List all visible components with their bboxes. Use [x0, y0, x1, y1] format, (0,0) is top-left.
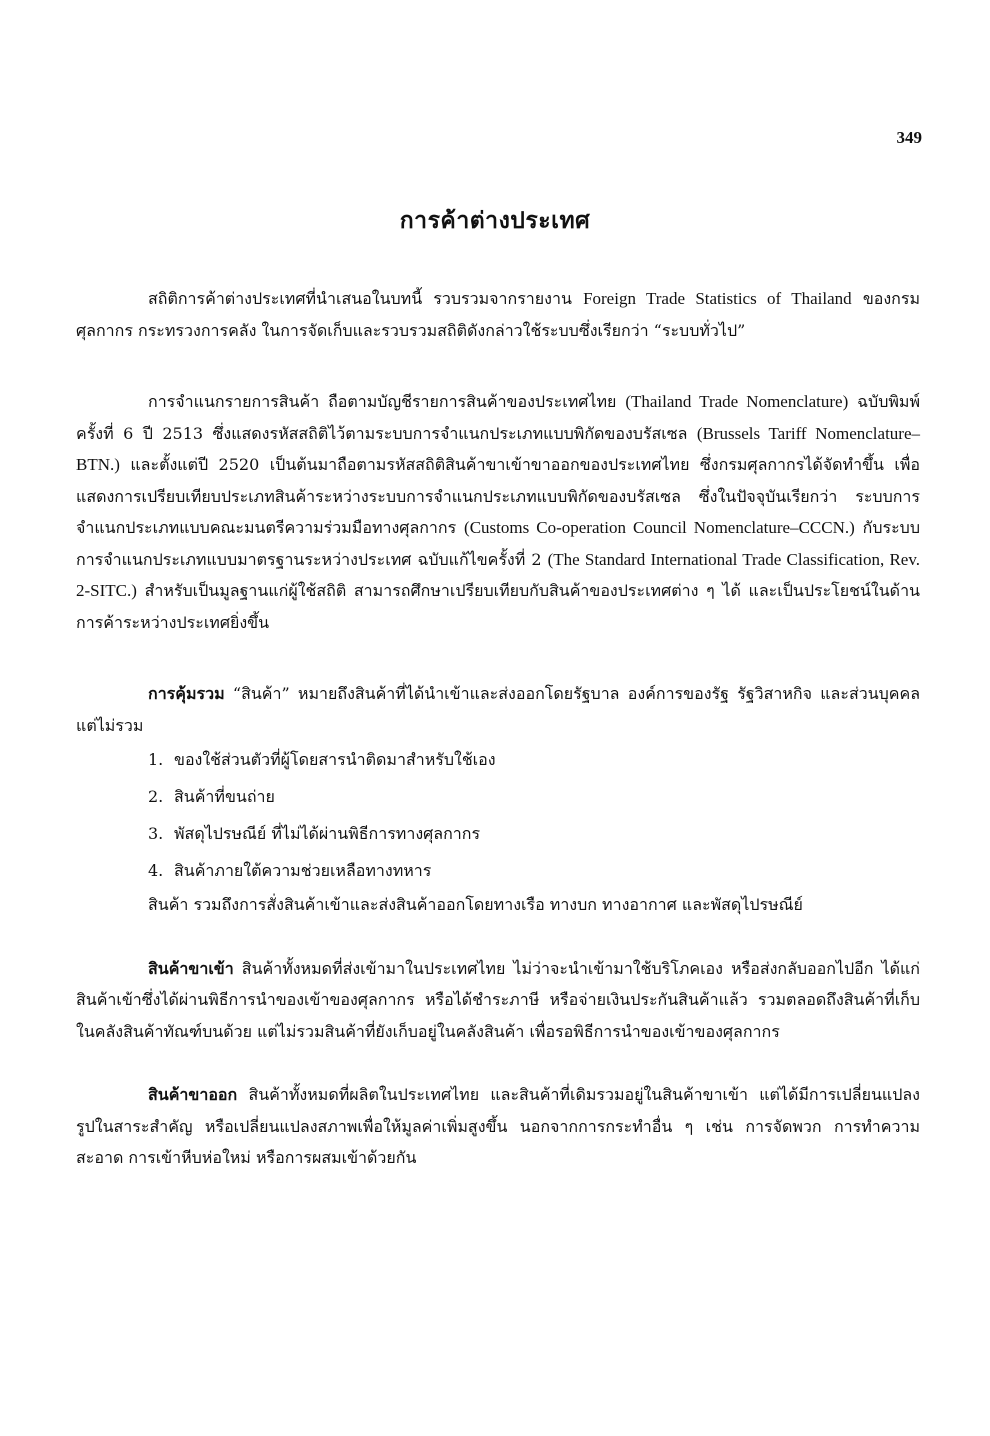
classification-en-4: (The Standard International Trade Classification, Rev. 2-SITC.) [76, 549, 920, 600]
list-item-number: 2. [148, 787, 164, 806]
imports-text: สินค้าทั้งหมดที่ส่งเข้ามาในประเทศไทย ไม่ว่าจะนำเข้ามาใช้บริโภคเอง หรือส่งกลับออกไปอีก ได้แก่สินค้าเข้าซึ่งได้ผ่านพิธีการนำของเข้าของศุลกากร หรือได้ชำระภาษี หรือจ่ายเงินประกันสินค้าแล้ว รวมตลอดถึงสินค้าที่เก็บในคลังสินค้าทัณฑ์บนด้วย แต่ไม่รวมสินค้าที่ยังเก็บอยู่ในคลังสินค้า เพื่อรอพิธีการนำของเข้าของศุลกากร [76, 958, 920, 1041]
list-item-number: 3. [148, 824, 164, 843]
coverage-heading: การคุ้มรวม [148, 684, 225, 703]
exports-heading: สินค้าขาออก [148, 1085, 238, 1104]
list-item-text: พัสดุไปรษณีย์ ที่ไม่ได้ผ่านพิธีการทางศุลกากร [174, 824, 481, 843]
classification-text-3: และตั้งแต่ปี 2520 เป็นต้นมาถือตามรหัสสถิติสินค้าขาเข้าขาออกของประเทศไทย ซึ่งกรมศุลกากรได้จัดทำขึ้น เพื่อแสดงการเปรียบเทียบประเภทสินค้าระหว่างระบบการจำแนกประเภทแบบพิกัดของบรัสเซล ซึ่งในปัจจุบันเรียกว่า ระบบการจำแนกประเภทแบบคณะมนตรีความร่วมมือทางศุลกากร [76, 455, 920, 537]
imports-paragraph [76, 953, 920, 1048]
exports-text: สินค้าทั้งหมดที่ผลิตในประเทศไทย และสินค้าที่เดิมรวมอยู่ในสินค้าขาเข้า แต่ได้มีการเปลี่ยนแปลงรูปในสาระสำคัญ หรือเปลี่ยนแปลงสภาพเพื่อให้มูลค่าเพิ่มสูงขึ้น นอกจากการกระทำอื่น ๆ เช่น การจัดพวก การทำความสะอาด การเข้าหีบห่อใหม่ หรือการผสมเข้าด้วยกัน [76, 1085, 920, 1167]
page-body [76, 283, 920, 1174]
list-item [76, 778, 920, 815]
page-number: 349 [896, 128, 922, 147]
coverage-exclusion-list [76, 741, 920, 889]
intro-source-title: Foreign Trade Statistics of Thailand [583, 289, 852, 308]
list-item-text: สินค้าที่ขนถ่าย [174, 787, 275, 806]
classification-text-5: สำหรับเป็นมูลฐานแก่ผู้ใช้สถิติ สามารถศึกษาเปรียบเทียบกับสินค้าของประเทศต่าง ๆ ได้ และเป็นประโยชน์ในด้านการค้าระหว่างประเทศยิ่งขึ้น [76, 581, 920, 632]
classification-text-1: การจำแนกรายการสินค้า ถือตามบัญชีรายการสินค้าของประเทศไทย [148, 392, 626, 411]
intro-text-1: สถิติการค้าต่างประเทศที่นำเสนอในบทนี้ รวบรวมจากรายงาน [148, 289, 584, 308]
list-item-text: ของใช้ส่วนตัวที่ผู้โดยสารนำติดมาสำหรับใช้เอง [174, 750, 496, 769]
exports-paragraph [76, 1079, 920, 1174]
classification-paragraph [76, 386, 920, 638]
classification-en-1: (Thailand Trade Nomenclature) [625, 392, 849, 411]
coverage-paragraph [76, 678, 920, 741]
list-item [76, 815, 920, 852]
coverage-closing: สินค้า รวมถึงการสั่งสินค้าเข้าและส่งสินค้าออกโดยทางเรือ ทางบก ทางอากาศ และพัสดุไปรษณีย์ [148, 895, 803, 914]
list-item [76, 852, 920, 889]
intro-paragraph [76, 283, 920, 346]
classification-text-2: ฉบับพิมพ์ครั้งที่ 6 ปี 2513 ซึ่งแสดงรหัสสถิติไว้ตามระบบการจำแนกประเภทแบบพิกัดของบรัสเซล [76, 392, 921, 443]
coverage-text: “สินค้า” หมายถึงสินค้าที่ได้นำเข้าและส่งออกโดยรัฐบาล องค์การของรัฐ รัฐวิสาหกิจ และส่วนบุคคล แต่ไม่รวม [76, 684, 920, 735]
page-title: การค้าต่างประเทศ [399, 207, 591, 234]
classification-en-3: (Customs Co-operation Council Nomenclature–CCCN.) [464, 518, 855, 537]
list-item-number: 4. [148, 861, 164, 880]
list-item [76, 741, 920, 778]
imports-heading: สินค้าขาเข้า [148, 958, 234, 978]
intro-text-2: ของกรมศุลกากร กระทรวงการคลัง ในการจัดเก็บและรวบรวมสถิติดังกล่าวใช้ระบบซึ่งเรียกว่า “ระบบทั่วไป” [76, 289, 921, 340]
list-item-text: สินค้าภายใต้ความช่วยเหลือทางทหาร [174, 861, 432, 880]
list-item-number: 1. [148, 750, 164, 769]
classification-en-2: (Brussels Tariff Nomenclature–BTN.) [76, 423, 920, 474]
classification-text-4: กับระบบการจำแนกประเภทแบบมาตรฐานระหว่างประเทศ ฉบับแก้ไขครั้งที่ 2 [76, 518, 920, 569]
